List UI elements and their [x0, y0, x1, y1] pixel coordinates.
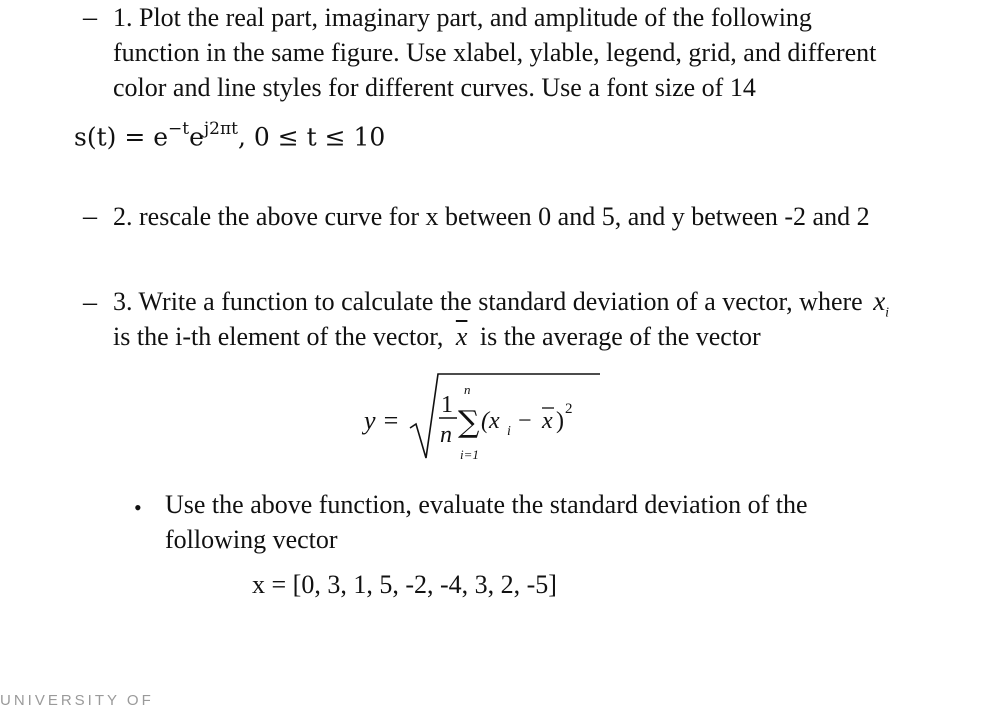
item-3-line-2-a: is the i-th element of the vector, [113, 322, 444, 351]
item-3-var-xbar: $\overline{x}$ [455, 322, 468, 351]
signal-equation-exp2: j2πt [203, 119, 238, 139]
signal-equation-exp1: −t [168, 119, 190, 139]
formula-denominator: n [440, 422, 452, 448]
item-3-var-sub: i [885, 305, 890, 321]
item-3-line-1-text: 3. Write a function to calculate the standard deviation of a vector, where [113, 287, 863, 316]
std-dev-formula [360, 372, 620, 467]
item-3-line-2-b: is the average of the vector [479, 322, 761, 351]
sub-bullet-line-2: following vector [165, 525, 338, 554]
sub-bullet-line-1: Use the above function, evaluate the standard deviation of the [165, 490, 808, 519]
item-3-line-2 [113, 319, 761, 354]
term-power: 2 [565, 401, 573, 417]
formula-lhs: y = [364, 406, 400, 435]
term-open: (x [481, 408, 500, 434]
item-3-var-x: x [873, 286, 886, 316]
sigma-symbol: ∑ [458, 405, 480, 440]
dash-marker-2: – [83, 201, 97, 232]
sub-bullet-marker: • [134, 495, 142, 520]
dash-marker-1: – [83, 2, 97, 33]
item-2-line-1: 2. rescale the above curve for x between 0 and 5, and y between -2 and 2 [113, 202, 870, 231]
item-1-line-3: color and line styles for different curves. Use a font size of 14 [113, 73, 756, 102]
sum-lower-limit: i=1 [460, 447, 479, 462]
signal-equation-rhs: , 0 ≤ t ≤ 10 [238, 122, 386, 152]
signal-equation [74, 114, 385, 154]
signal-equation-mid: e [189, 122, 204, 152]
term-close: ) [556, 408, 564, 434]
item-1-line-2: function in the same figure. Use xlabel, ylable, legend, grid, and different [113, 38, 877, 67]
item-3-var-xi [873, 286, 890, 321]
university-logo-text: UNIVERSITY OF [0, 692, 154, 705]
signal-equation-lhs: s(t) = e [74, 122, 169, 152]
dash-marker-3: – [83, 287, 97, 318]
formula-numerator: 1 [441, 392, 453, 418]
term-subscript: i [507, 424, 511, 439]
sum-upper-limit: n [464, 382, 471, 397]
term-mean: x [542, 408, 553, 434]
vector-definition: x = [0, 3, 1, 5, -2, -4, 3, 2, -5] [252, 570, 557, 599]
item-1-line-1: 1. Plot the real part, imaginary part, and amplitude of the following [113, 3, 812, 32]
term-minus: − [512, 408, 538, 434]
